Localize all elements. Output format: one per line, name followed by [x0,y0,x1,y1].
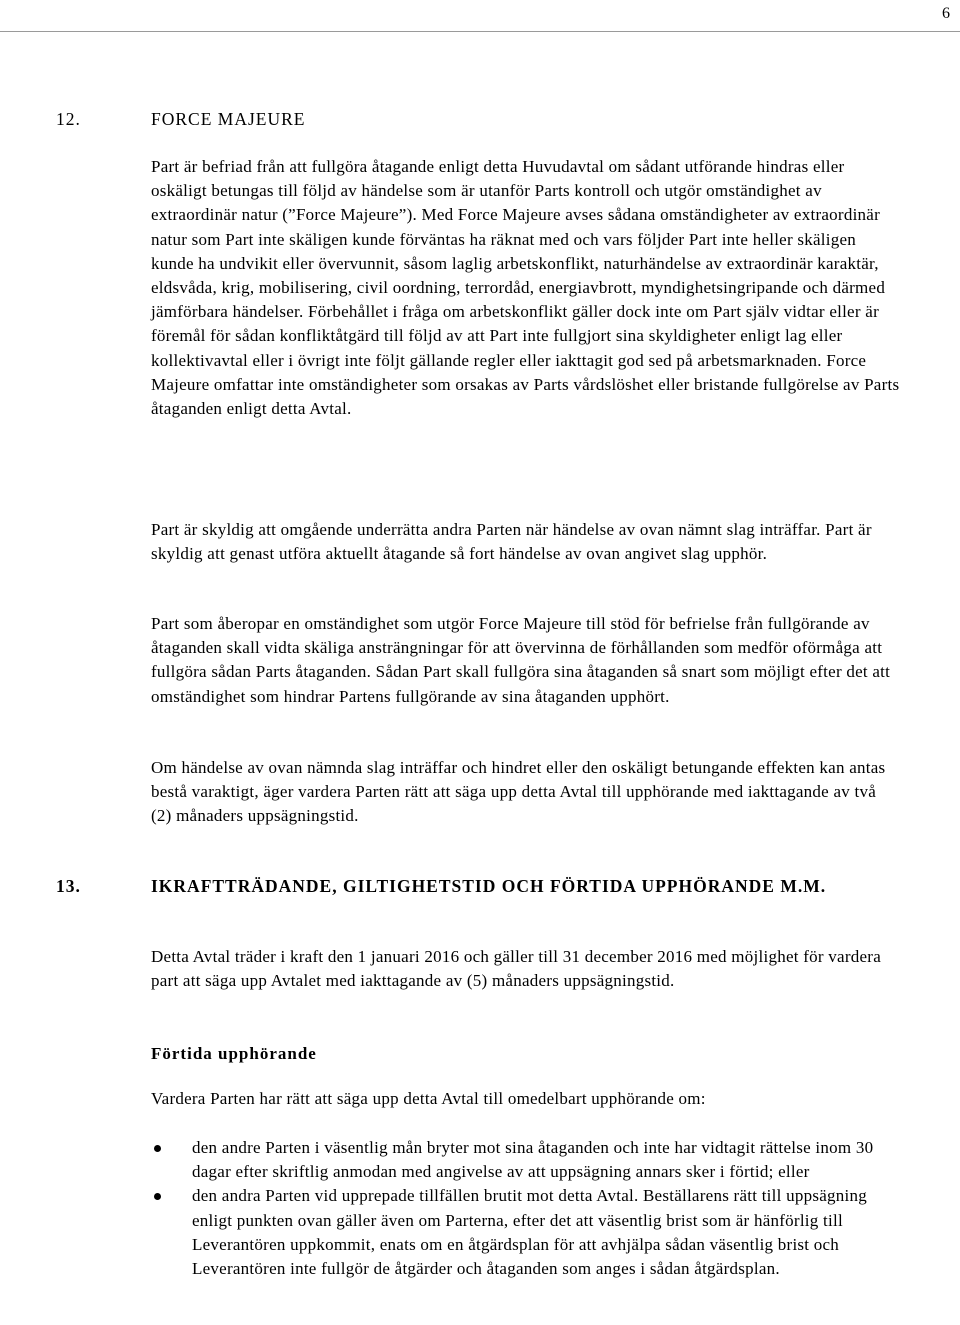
section-12-paragraph-3: Part som åberopar en omständighet som utgör Force Majeure till stöd för befrielse från fullgörande av åtaganden skall vidta skäliga ansträngningar för att övervinna de förhållanden som medför oförmåga att fullgöra sådan Parts åtaganden. Sådan Part skall fullgöra sina åtaganden så snart som möjligt efter det att omständighet som hindrar Partens fullgörande av sina åtaganden upphört. [151,614,891,706]
bullet-icon [154,1193,161,1200]
list-item-text: den andra Parten vid upprepade tillfällen brutit mot detta Avtal. Beställarens rätt till uppsägning enligt punkten ovan gäller även om Parterna, efter det att väsentlig brist som är hänförlig till Leverantören uppkommit, enats om en åtgärdsplan för att avhjälpa sådan väsentlig brist och Leverantören inte fullgör de åtgärder och åtaganden som anges i sådan åtgärdsplan. [192,1186,867,1279]
section-13-number: 13. [56,876,81,896]
section-12-paragraph-2: Part är skyldig att omgående underrätta andra Parten när händelse av ovan nämnt slag inträffar. Part är skyldig att genast utföra aktuellt åtagande så fort händelse av ovan angivet slag upphör. [151,520,872,564]
list-item [151,1184,911,1281]
list-item-text: den andre Parten i väsentlig mån bryter mot sina åtaganden och inte har vidtagit rättelse inom 30 dagar efter skriftlig anmodan med angivelse av att uppsägning annars sker i förtid; eller [192,1138,874,1182]
section-12-number: 12. [56,109,81,129]
bullet-icon [154,1145,161,1152]
subheading-fortida-upphorande: Förtida upphörande [151,1044,317,1063]
page-header [0,0,960,32]
page-number: 6 [942,5,950,22]
section-12-paragraph-4: Om händelse av ovan nämnda slag inträffar och hindret eller den oskäligt betungande effekten kan antas bestå varaktigt, äger vardera Parten rätt att säga upp detta Avtal till upphörande med iakttagande av två (2) månaders uppsägningstid. [151,758,886,826]
section-13-paragraph: Detta Avtal träder i kraft den 1 januari 2016 och gäller till 31 december 2016 med möjlighet för vardera part att säga upp Avtalet med iakttagande av (5) månaders uppsägningstid. [151,947,881,991]
section-13-title: IKRAFTTRÄDANDE, GILTIGHETSTID OCH FÖRTIDA UPPHÖRANDE M.M. [151,876,827,896]
list-item [151,1136,911,1184]
termination-intro: Vardera Parten har rätt att säga upp detta Avtal till omedelbart upphörande om: [151,1089,706,1108]
section-12-title: FORCE MAJEURE [151,109,306,129]
section-12-paragraph-1: Part är befriad från att fullgöra åtagande enligt detta Huvudavtal om sådant utförande hindras eller oskäligt betungas till följd av händelse som är utanför Parts kontroll och utgör omständighet av extraordinär natur (”Force Majeure”). Med Force Majeure avses sådana omständigheter av extraordinär natur som Part inte skäligen kunde förväntas ha räknat med och vars följder Part inte heller skäligen kunde ha undvikit eller övervunnit, såsom laglig arbetskonflikt, naturhändelse av extraordinär karaktär, eldsvåda, krig, mobilisering, civil oordning, terrordåd, energiavbrott, myndighetsingripande och därmed jämförbara händelser. Förbehållet i fråga om arbetskonflikt gäller dock inte om Part själv vidtar eller är föremål för sådan konfliktåtgärd till följd av att Part inte fullgjort sina skyldigheter enligt lag eller kollektivavtal eller i övrigt inte följt gällande regler eller iakttagit god sed på arbetsmarknaden. Force Majeure omfattar inte omständigheter som orsakas av Parts vårdslöshet eller bristande fullgörelse av Parts åtaganden enligt detta Avtal. [151,157,900,419]
termination-conditions-list [151,1136,911,1281]
